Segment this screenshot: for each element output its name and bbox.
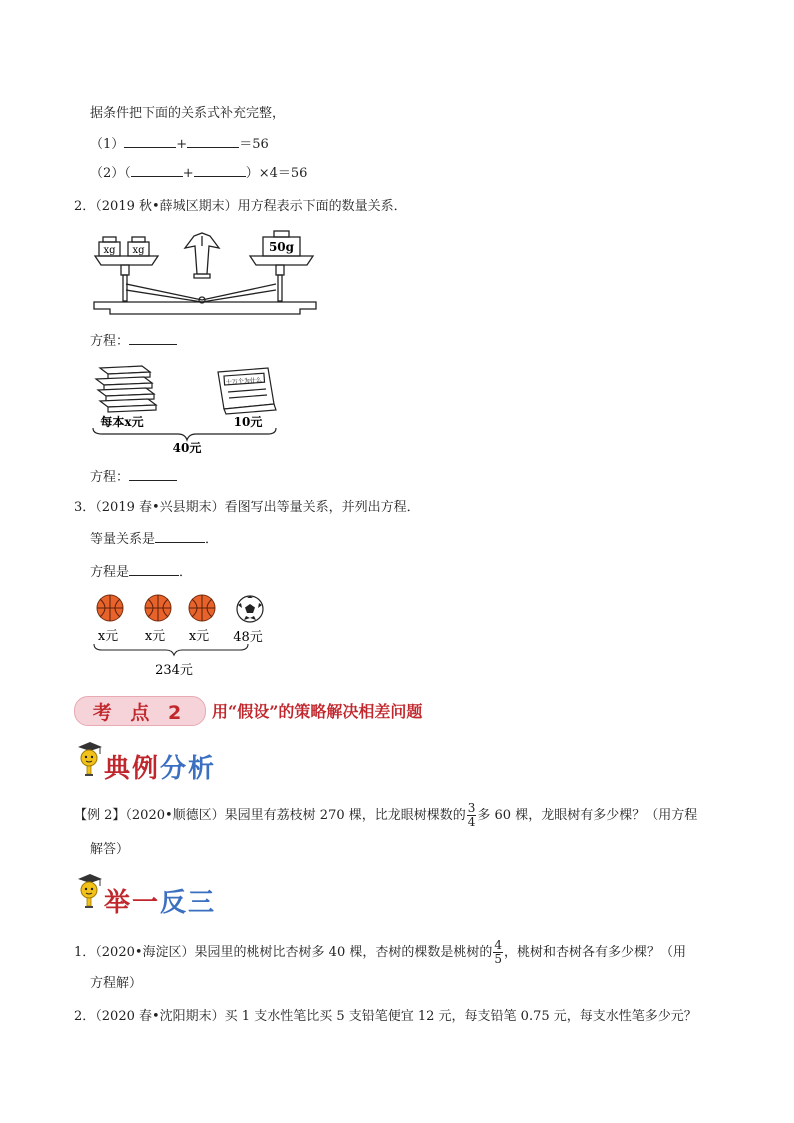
basketball-icon-1: [97, 595, 123, 621]
practice-1-source: （2020•海淀区）: [95, 945, 195, 960]
example-2-text-b: 多 60 棵，龙眼树有多少棵？（用方程: [477, 808, 698, 823]
ball-total: 234元: [155, 663, 193, 678]
practice-2-number: 2．: [74, 1009, 96, 1024]
intro-text: 据条件把下面的关系式补充完整，: [90, 106, 286, 121]
question-2-text: 用方程表示下面的数量关系．: [237, 199, 407, 214]
book-cover-title: 十万个为什么: [225, 376, 263, 387]
relation-1-prefix: （1）: [90, 137, 125, 152]
relation-2-prefix: （2）（: [90, 166, 131, 181]
balance-scale-figure: [90, 228, 320, 320]
kaodian-title: 用“假设”的策略解决相差问题: [212, 702, 423, 721]
example-2-text-a: 果园里有荔枝树 270 棵，比龙眼树棵数的: [224, 808, 466, 823]
q3-equation-end: ．: [179, 565, 193, 580]
relation-1-suffix: ＝56: [239, 137, 269, 152]
book-label-single: 10元: [233, 415, 263, 429]
practice-2-text: 买 1 支水性笔比买 5 支铅笔便宜 12 元，每支铅笔 0.75 元，每支水性笔多少元？: [224, 1009, 697, 1024]
question-2-number: 2．: [74, 199, 96, 214]
relation-1-blank-a[interactable]: [124, 133, 176, 148]
weight-label-2: xg: [132, 245, 145, 256]
example-2-source: （2020•顺德区）: [125, 808, 225, 823]
relation-1-plus: +: [176, 137, 188, 152]
equation-label-1: 方程：: [90, 334, 130, 349]
ball-price-4: 48元: [233, 630, 263, 645]
book-label-total: 40元: [172, 441, 202, 455]
q3-relation-end: ．: [205, 532, 219, 547]
q3-relation-blank[interactable]: [155, 528, 205, 543]
question-3-text: 看图写出等量关系，并列出方程．: [224, 500, 420, 515]
practice-1-line-2: 方程解）: [90, 976, 143, 991]
header-2-part-a: 举一: [104, 888, 161, 918]
kaodian-badge: [74, 696, 206, 726]
relation-2-suffix: ）×4＝56: [245, 166, 308, 181]
kaodian-badge-text: 考 点 2: [92, 701, 188, 724]
balls-figure: [88, 592, 278, 682]
practice-1-text-b: ，桃树和杏树各有多少棵？（用: [504, 945, 687, 960]
example-2-fraction-num: 3: [467, 801, 476, 815]
question-3: [74, 498, 420, 518]
example-2-line-2: 解答）: [90, 842, 130, 857]
question-2-source: （2019 秋•薛城区期末）: [95, 199, 238, 214]
practice-1-fraction: [493, 939, 503, 966]
question-2: [74, 197, 407, 217]
basketball-icon-3: [189, 595, 215, 621]
equation-label-2: 方程：: [90, 470, 130, 485]
example-2-fraction: [467, 802, 477, 829]
example-2-fraction-den: 4: [467, 815, 476, 829]
relation-2-plus: +: [182, 166, 194, 181]
equation-blank-2[interactable]: [129, 466, 177, 481]
practice-1-line-1: [74, 939, 686, 966]
soccer-ball-icon: [237, 596, 263, 622]
equation-line-2: [90, 466, 177, 488]
practice-1-text-a: 果园里的桃树比杏树多 40 棵，杏树的棵数是桃树的: [194, 945, 493, 960]
ball-price-3: x元: [188, 629, 210, 644]
q3-equation-line: [90, 561, 192, 583]
relation-2-blank-b[interactable]: [194, 162, 246, 177]
q3-equation-label: 方程是: [90, 565, 130, 580]
header-dianli-fenxi: [104, 748, 216, 785]
basketball-icon-2: [145, 595, 171, 621]
practice-2: [74, 1007, 697, 1027]
q3-relation-label: 等量关系是: [90, 532, 156, 547]
practice-2-source: （2020 春•沈阳期末）: [95, 1009, 225, 1024]
question-3-source: （2019 春•兴县期末）: [95, 500, 225, 515]
relation-1-blank-b[interactable]: [187, 133, 239, 148]
header-1-part-a: 典例: [104, 754, 161, 784]
mascot-icon-2: [74, 870, 104, 910]
equation-line-1: [90, 330, 177, 352]
ball-price-1: x元: [97, 629, 119, 644]
weight-label-1: xg: [103, 245, 116, 256]
relation-1: [90, 133, 269, 155]
q3-equation-blank[interactable]: [129, 561, 179, 576]
header-1-part-b: 分析: [160, 754, 217, 784]
q3-relation-line: [90, 528, 218, 550]
book-label-each: 每本x元: [100, 415, 144, 429]
ball-price-2: x元: [144, 629, 166, 644]
equation-blank-1[interactable]: [129, 330, 177, 345]
mascot-icon-1: [74, 738, 104, 778]
practice-1-fraction-den: 5: [494, 952, 502, 966]
question-3-number: 3．: [74, 500, 96, 515]
weight-label-3: 50g: [268, 240, 295, 254]
practice-1-number: 1．: [74, 945, 96, 960]
header-juyi-fansan: [104, 882, 216, 919]
header-2-part-b: 反三: [160, 888, 217, 918]
practice-1-fraction-num: 4: [494, 938, 502, 952]
relation-2: [90, 162, 307, 184]
books-figure: [90, 362, 280, 457]
example-2-line-1: [74, 802, 697, 829]
example-2-tag: 【例 2】: [74, 808, 126, 823]
relation-2-blank-a[interactable]: [131, 162, 183, 177]
